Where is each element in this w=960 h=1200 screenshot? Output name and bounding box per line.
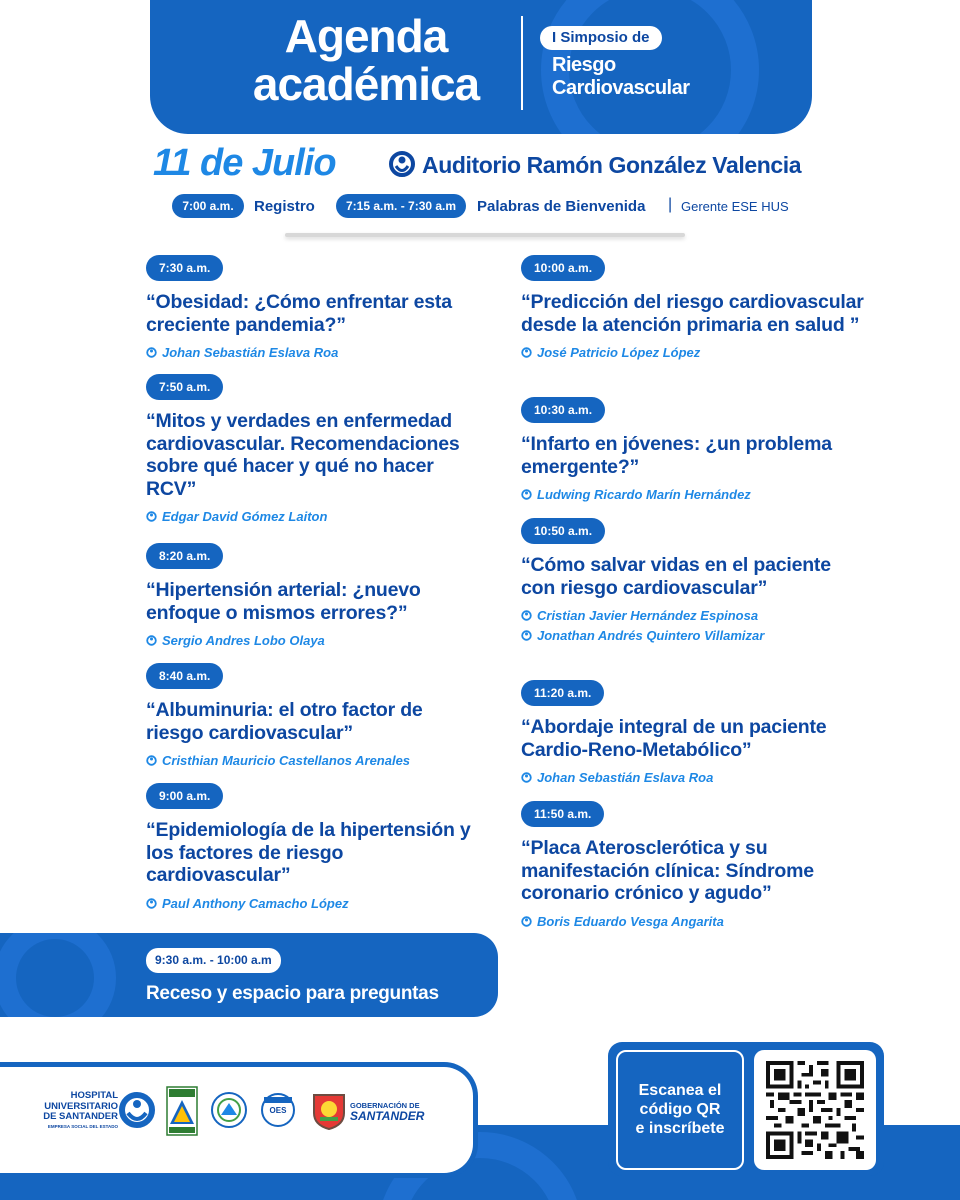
session-title: “Epidemiología de la hipertensión y los factores de riesgo cardiovascular” [146,819,471,886]
session-time: 10:50 a.m. [521,518,605,544]
session-title: “Abordaje integral de un paciente Cardio-Reno-Metabólico” [521,716,827,761]
person-icon [146,511,157,523]
session-speaker [146,753,476,769]
session-time: 8:20 a.m. [146,543,223,569]
page-title [232,12,500,108]
symposium-line-2: Cardiovascular [552,77,690,99]
location-icon [389,151,415,179]
hospital-logo-icon [118,1091,156,1131]
person-icon [146,898,157,910]
session-title: “Albuminuria: el otro factor de riesgo cardiovascular” [146,699,423,744]
welcome-speaker: Gerente ESE HUS [681,199,789,214]
session-title: “Hipertensión arterial: ¿nuevo enfoque o mismos errores?” [146,579,421,624]
hospital-line-1: HOSPITAL [70,1090,118,1101]
session-title: “Mitos y verdades en enfermedad cardiovascular. Recomendaciones sobre qué hacer y qué no hacer RCV” [146,410,460,500]
session-time: 7:50 a.m. [146,374,223,400]
session-time: 7:30 a.m. [146,255,223,281]
session-card [146,783,476,912]
symposium-line-1: Riesgo [552,54,616,76]
speaker-name: Edgar David Gómez Laiton [162,509,328,524]
session-time: 11:50 a.m. [521,801,604,827]
hospital-logo-text [38,1091,118,1130]
oes-label: OES [269,1106,287,1115]
session-title: “Predicción del riesgo cardiovascular desde la atención primaria en salud ” [521,291,864,336]
speaker-name: José Patricio López López [537,345,701,360]
session-title: “Infarto en jóvenes: ¿un problema emergente?” [521,433,832,478]
session-speaker [146,509,476,525]
session-title: “Cómo salvar vidas en el paciente con riesgo cardiovascular” [521,554,831,599]
person-icon [146,755,157,767]
session-speaker [146,633,476,649]
session-card [521,255,866,361]
registro-label: Registro [254,198,315,215]
speaker-name: Johan Sebastián Eslava Roa [162,345,339,360]
speaker-name: Cristhian Mauricio Castellanos Arenales [162,753,411,768]
session-card [521,518,866,644]
session-time: 9:00 a.m. [146,783,223,809]
session-speaker [521,914,866,930]
person-icon [521,489,532,501]
session-speaker [146,345,476,361]
person-icon [521,610,532,622]
accreditation-logo-icon [166,1086,198,1136]
person-icon [521,630,532,642]
session-time: 10:30 a.m. [521,397,605,423]
qr-cta-line-1: Escanea el [638,1082,722,1099]
qr-cta-line-2: código QR [639,1101,721,1118]
person-icon [146,635,157,647]
event-date: 11 de Julio [153,142,336,184]
gobernacion-shield-icon [310,1091,348,1131]
qr-cta-line-3: e inscríbete [635,1120,725,1137]
welcome-label: Palabras de Bienvenida [477,198,646,215]
title-line-1: Agenda [284,10,448,62]
header-divider [521,16,523,110]
session-speaker [521,770,866,786]
registro-time-pill: 7:00 a.m. [172,194,244,218]
session-title: “Placa Aterosclerótica y su manifestación clínica: Síndrome coronario crónico y agudo” [521,837,814,904]
person-icon [146,347,157,359]
gobernacion-logo-text [350,1101,424,1121]
session-card [521,680,866,786]
session-time: 11:20 a.m. [521,680,604,706]
session-card [146,255,476,361]
session-speaker [146,896,476,912]
session-card [146,374,476,525]
person-icon [521,916,532,928]
welcome-separator: | [668,196,673,213]
qr-code-icon [766,1061,864,1159]
speaker-name: Paul Anthony Camacho López [162,895,349,911]
title-line-2: académica [252,58,480,110]
hospital-line-3: DE SANTANDER [43,1111,118,1122]
session-speaker [521,487,866,503]
session-card [146,543,476,649]
session-speaker [521,628,866,644]
qr-code-box[interactable] [754,1050,876,1170]
gob-line-2: SANTANDER [350,1109,425,1123]
event-location: Auditorio Ramón González Valencia [422,152,802,178]
hospital-line-2: UNIVERSITARIO [44,1100,118,1112]
watermark-logo-icon [0,933,130,1017]
speaker-name: Johan Sebastián Eslava Roa [537,770,714,785]
welcome-time-pill: 7:15 a.m. - 7:30 a.m [336,194,466,218]
session-time: 8:40 a.m. [146,663,223,689]
break-time-pill: 9:30 a.m. - 10:00 a.m [146,948,281,973]
speaker-name: Ludwing Ricardo Marín Hernández [537,487,751,502]
speaker-name: Sergio Andres Lobo Olaya [162,633,325,648]
session-time: 10:00 a.m. [521,255,605,281]
speaker-name: Jonathan Andrés Quintero Villamizar [537,628,765,643]
session-card [521,397,866,503]
session-title: “Obesidad: ¿Cómo enfrentar esta creciente pandemia?” [146,291,452,336]
session-card [146,663,476,769]
symposium-name [552,54,690,100]
session-card [521,801,866,930]
session-speaker [521,608,866,624]
speaker-name: Boris Eduardo Vesga Angarita [537,913,724,929]
person-icon [521,347,532,359]
person-icon [521,772,532,784]
section-divider [285,233,685,237]
hospital-line-4: EMPRESA SOCIAL DEL ESTADO [47,1123,118,1129]
qr-cta [616,1050,744,1170]
session-speaker [521,345,866,361]
break-label: Receso y espacio para preguntas [146,983,439,1004]
institution-seal-icon [210,1091,248,1129]
gob-line-1: GOBERNACIÓN DE [350,1101,420,1110]
speaker-name: Cristian Javier Hernández Espinosa [537,608,759,623]
symposium-pill: I Simposio de [540,26,662,50]
